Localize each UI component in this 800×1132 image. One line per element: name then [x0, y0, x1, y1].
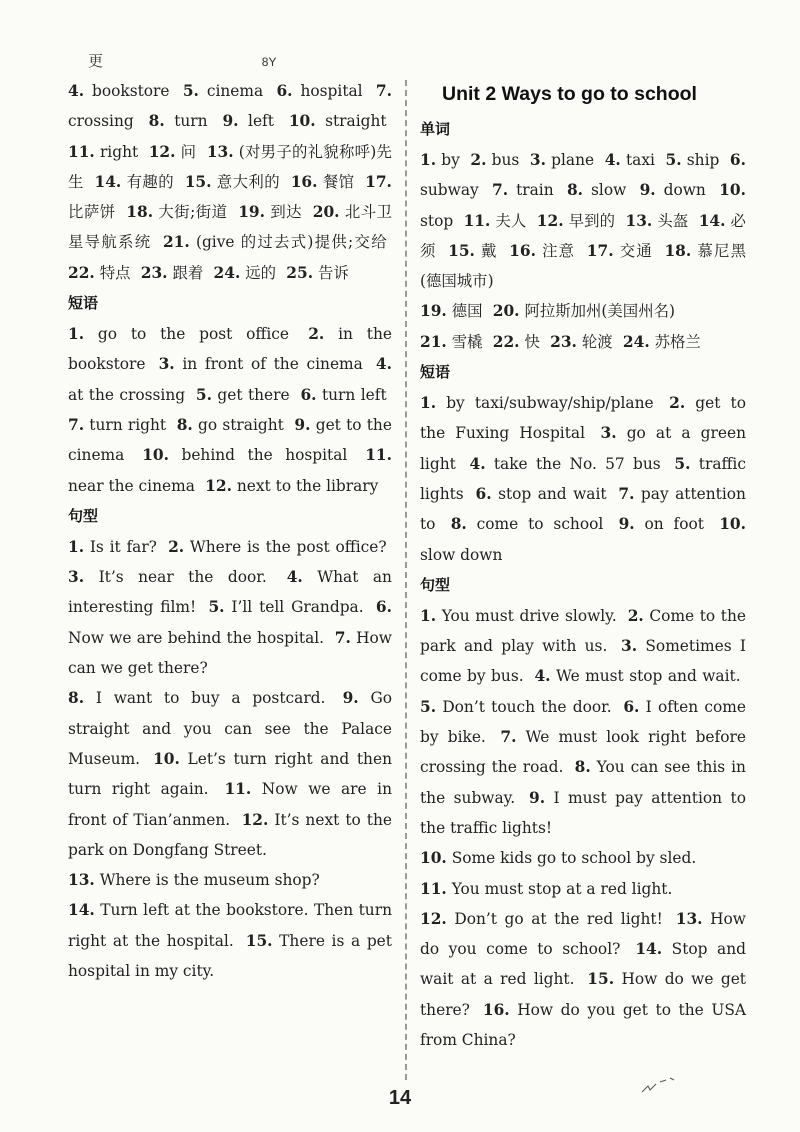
left-phrases-heading: 短语 — [68, 294, 99, 313]
answer-text: take the No. 57 bus — [493, 454, 661, 473]
answer-text: You must stop at a red light. — [451, 879, 673, 898]
answer-item — [420, 394, 654, 412]
answer-item — [208, 598, 363, 616]
answer-text: come to school — [476, 515, 604, 534]
answer-text: traffic lights — [420, 454, 746, 503]
answer-text: I often come by bike. — [420, 697, 746, 747]
answer-number: 3. — [68, 568, 85, 587]
left-phrases-list — [68, 319, 392, 501]
answer-text: 跟着 — [172, 263, 204, 282]
right-words-list-b — [420, 296, 746, 326]
answer-number: 6. — [623, 697, 640, 716]
answer-item — [550, 333, 612, 351]
answer-text: next to the library — [236, 476, 379, 495]
answer-text: slow down — [420, 545, 503, 564]
answer-number: 25. — [286, 263, 314, 282]
answer-number: 10. — [719, 515, 746, 534]
answer-item — [492, 181, 554, 199]
answer-number: 6. — [475, 484, 492, 503]
answer-text: I’ll tell Grandpa. — [231, 598, 364, 617]
answer-item — [68, 871, 320, 889]
answer-number: 7. — [334, 628, 351, 647]
answer-item — [214, 264, 276, 282]
answer-text: go to the post office — [97, 325, 290, 344]
answer-number: 8. — [68, 689, 85, 708]
answer-number: 5. — [420, 697, 437, 716]
answer-item — [68, 416, 166, 434]
answer-text: down — [663, 181, 706, 200]
right-phrases-heading: 短语 — [420, 363, 451, 382]
answer-number: 6. — [276, 82, 293, 100]
answer-number: 19. — [238, 203, 265, 222]
answer-text: 头盔 — [657, 211, 689, 230]
answer-item — [464, 212, 527, 230]
answer-number: 7. — [68, 415, 85, 434]
answer-item — [126, 203, 227, 221]
answer-text: get to the cinema — [68, 415, 392, 465]
answer-text: by taxi/subway/ship/plane — [446, 394, 654, 413]
answer-number: 22. — [68, 263, 95, 282]
answer-number: 8. — [566, 181, 584, 200]
answer-text: How can we get there? — [68, 628, 392, 678]
answer-number: 1. — [68, 325, 85, 344]
answer-number: 17. — [365, 172, 392, 191]
answer-number: 4. — [604, 151, 621, 169]
answer-item — [68, 568, 267, 586]
answer-text: Stop and wait at a red light. — [420, 940, 746, 989]
answer-text: We must look right before crossing the road. — [420, 728, 746, 777]
answer-number: 8. — [574, 758, 591, 777]
answer-text: Now we are in front of Tian’anmen. — [68, 780, 392, 829]
answer-number: 2. — [308, 325, 325, 344]
answer-number: 10. — [719, 181, 746, 200]
answer-item — [420, 607, 617, 625]
answer-text: 意大利的 — [216, 172, 281, 191]
answer-item — [537, 212, 615, 230]
right-column — [420, 76, 746, 1055]
answer-number: 7. — [492, 181, 509, 200]
answer-text: left — [248, 112, 274, 131]
answer-item — [95, 173, 175, 191]
answer-item — [205, 477, 378, 495]
answer-text: bus — [491, 151, 520, 169]
answer-text: (对男子的礼貌称呼)先生 — [68, 142, 392, 191]
answer-number: 23. — [140, 263, 168, 282]
answer-text: 轮渡 — [581, 332, 613, 351]
answer-text: It’s next to the park on Dongfang Street. — [68, 810, 392, 859]
answer-text: 戴 — [481, 241, 498, 260]
answer-text: 问 — [180, 142, 197, 161]
answer-number: 12. — [420, 909, 447, 928]
answer-number: 6. — [375, 598, 392, 617]
answer-text: pay attention to — [420, 484, 746, 534]
answer-number: 15. — [587, 970, 615, 989]
answer-text: 交通 — [619, 241, 653, 260]
answer-text: 夫人 — [495, 211, 527, 230]
answer-text: 苏格兰 — [654, 332, 701, 351]
answer-number: 4. — [286, 568, 303, 587]
answer-text: Some kids go to school by sled. — [451, 849, 697, 868]
answer-number: 5. — [195, 385, 212, 404]
answer-text: 告诉 — [317, 263, 349, 282]
answer-text: How do you get to the USA from China? — [420, 1000, 746, 1050]
left-sentences-heading: 句型 — [68, 506, 99, 525]
answer-item — [68, 143, 138, 161]
answer-number: 13. — [206, 142, 234, 161]
answer-text: 必须 — [420, 211, 746, 260]
answer-text: Where is the museum shop? — [99, 871, 320, 890]
answer-number: 16. — [482, 1000, 510, 1019]
answer-item — [605, 151, 655, 169]
answer-item — [291, 173, 355, 191]
answer-item — [68, 538, 157, 556]
answer-text: get to the Fuxing Hospital — [420, 394, 746, 443]
answer-text: 慕尼黑(德国城市) — [420, 241, 746, 291]
answer-item — [168, 538, 387, 556]
answer-number: 13. — [68, 871, 95, 890]
answer-text: at the crossing — [68, 385, 186, 404]
answer-number: 15. — [184, 172, 212, 191]
left-sentences-list-b — [68, 683, 392, 865]
answer-text: bookstore — [92, 82, 170, 100]
answer-number: 23. — [550, 332, 577, 351]
answer-item — [619, 515, 704, 533]
answer-number: 7. — [375, 82, 392, 100]
answer-number: 10. — [142, 446, 169, 465]
answer-text: How do we get there? — [420, 970, 746, 1019]
answer-number: 8. — [176, 415, 193, 434]
answer-item — [276, 82, 362, 100]
answer-number: 3. — [621, 637, 638, 656]
answer-item — [493, 333, 540, 351]
answer-text: Come to the park and play with us. — [420, 606, 746, 656]
answer-text: It’s near the door. — [98, 568, 267, 587]
answer-number: 13. — [675, 909, 703, 928]
answer-text: cinema — [206, 82, 264, 100]
answer-item — [420, 151, 460, 169]
answer-number: 22. — [492, 332, 520, 351]
right-sentences-heading: 句型 — [420, 575, 451, 594]
answer-text: Turn left at the bookstore. Then turn right at the hospital. — [68, 901, 392, 950]
answer-number: 14. — [68, 901, 95, 920]
answer-number: 5. — [665, 151, 682, 169]
answer-number: 5. — [674, 454, 691, 473]
answer-number: 11. — [463, 211, 491, 230]
answer-text: You can see this in the subway. — [420, 758, 746, 807]
answer-number: 24. — [622, 332, 650, 351]
answer-text: Is it far? — [89, 537, 157, 556]
answer-text: 比萨饼 — [68, 203, 116, 222]
answer-text: right — [99, 142, 139, 161]
answer-number: 14. — [698, 211, 726, 230]
answer-text: Sometimes I come by bus. — [420, 637, 746, 686]
answer-text: 阿拉斯加州(美国州名) — [524, 302, 675, 321]
answer-item — [149, 112, 208, 130]
answer-item — [451, 515, 604, 533]
answer-number: 4. — [68, 82, 85, 100]
answer-item — [149, 143, 197, 161]
answer-number: 9. — [618, 515, 635, 534]
answer-item — [530, 151, 594, 169]
answer-text: You must drive slowly. — [441, 606, 617, 625]
answer-text: Now we are behind the hospital. — [68, 628, 325, 647]
answer-item — [68, 325, 289, 343]
answer-text: turn right — [89, 415, 167, 434]
answer-item — [420, 910, 663, 928]
answer-item — [159, 355, 363, 373]
answer-text: in front of the cinema — [182, 355, 363, 374]
answer-text: on foot — [644, 515, 704, 534]
answer-item — [640, 181, 706, 199]
answer-number: 2. — [627, 606, 644, 625]
answer-number: 10. — [288, 112, 316, 131]
answer-item — [222, 112, 274, 130]
answer-number: 11. — [224, 780, 252, 799]
answer-text: 有趣的 — [126, 172, 175, 191]
answer-text: How do you come to school? — [420, 909, 746, 959]
answer-item — [289, 112, 387, 130]
answer-number: 12. — [536, 211, 564, 230]
answer-text: turn — [174, 112, 208, 131]
answer-text: near the cinema — [68, 476, 195, 495]
answer-text: I want to buy a postcard. — [95, 689, 326, 708]
answer-number: 15. — [448, 241, 475, 260]
answer-text: 大街;街道 — [158, 203, 228, 222]
answer-number: 8. — [450, 515, 467, 534]
answer-number: 1. — [420, 394, 437, 413]
answer-number: 20. — [492, 302, 520, 321]
answer-item — [420, 333, 482, 351]
answer-text: in the bookstore — [68, 325, 392, 374]
answer-number: 1. — [420, 606, 437, 625]
pencil-scribble-mark — [640, 1068, 690, 1098]
answer-item — [623, 333, 701, 351]
answer-item — [300, 386, 386, 404]
answer-item — [420, 880, 672, 898]
answer-number: 9. — [639, 181, 656, 200]
answer-number: 18. — [126, 203, 154, 222]
answer-number: 16. — [509, 241, 536, 260]
answer-text: go straight — [198, 415, 284, 434]
answer-number: 9. — [342, 689, 359, 708]
answer-number: 17. — [586, 241, 614, 260]
answer-number: 6. — [300, 385, 317, 404]
answer-number: 14. — [635, 940, 663, 959]
answer-item — [493, 302, 675, 320]
answer-text: hospital — [300, 82, 363, 100]
answer-text: plane — [551, 151, 595, 169]
left-column — [68, 76, 392, 986]
answer-text: train — [516, 181, 554, 200]
answer-number: 16. — [290, 172, 318, 191]
answer-number: 1. — [420, 151, 437, 169]
answer-text: 快 — [524, 332, 540, 351]
answer-item — [238, 203, 302, 221]
answer-number: 2. — [470, 151, 487, 169]
answer-number: 6. — [729, 151, 746, 169]
right-sentences-list-c — [420, 874, 746, 904]
answer-text: turn left — [321, 385, 387, 404]
left-words-list — [68, 76, 392, 288]
answer-text: 特点 — [99, 263, 131, 282]
answer-number: 3. — [529, 151, 546, 169]
answer-number: 11. — [365, 446, 392, 465]
header-label: 更 — [88, 52, 104, 70]
answer-item — [420, 302, 482, 320]
answer-item — [420, 849, 696, 867]
answer-number: 7. — [618, 484, 635, 503]
answer-item — [68, 82, 170, 100]
answer-text: 雪橇 — [451, 332, 483, 351]
right-words-list — [420, 145, 746, 296]
answer-text: 到达 — [270, 203, 303, 222]
answer-item — [183, 82, 263, 100]
answer-text: Where is the post office? — [189, 537, 387, 556]
right-words-list-c — [420, 327, 746, 357]
answer-item — [567, 181, 626, 199]
left-sentences-list-d — [68, 895, 392, 986]
page-header — [88, 50, 276, 71]
answer-item — [68, 689, 325, 707]
answer-text: go at a green light — [420, 424, 746, 473]
answer-number: 8. — [148, 112, 165, 131]
answer-text: We must stop and wait. — [556, 667, 741, 686]
answer-number: 2. — [669, 394, 686, 413]
answer-item — [142, 446, 347, 464]
answer-item — [286, 264, 348, 282]
answer-number: 20. — [312, 203, 340, 222]
answer-number: 9. — [294, 415, 311, 434]
answer-number: 10. — [420, 849, 447, 868]
answer-number: 3. — [600, 424, 617, 443]
answer-number: 21. — [162, 233, 190, 252]
right-words-heading: 单词 — [420, 120, 451, 138]
answer-number: 9. — [529, 788, 546, 807]
answer-number: 2. — [168, 537, 185, 556]
right-sentences-list — [420, 601, 746, 843]
answer-number: 4. — [469, 454, 486, 473]
answer-item — [470, 151, 519, 169]
answer-number: 21. — [420, 332, 447, 351]
right-sentences-list-b — [420, 843, 746, 873]
answer-number: 14. — [94, 172, 122, 191]
answer-item — [469, 455, 660, 473]
answer-number: 5. — [182, 82, 199, 100]
column-divider — [405, 80, 407, 1080]
answer-text: behind the hospital — [181, 446, 348, 465]
answer-text: Don’t touch the door. — [442, 697, 612, 716]
answer-number: 11. — [68, 142, 95, 161]
answer-item — [626, 212, 689, 230]
answer-item — [68, 264, 130, 282]
answer-number: 11. — [420, 879, 447, 898]
answer-text: Don’t go at the red light! — [454, 909, 663, 928]
answer-item — [666, 151, 720, 169]
left-sentences-list — [68, 532, 392, 683]
answer-text: 餐馆 — [322, 172, 355, 191]
answer-number: 4. — [534, 667, 551, 686]
right-phrases-list — [420, 388, 746, 570]
answer-number: 12. — [148, 142, 176, 161]
answer-number: 12. — [241, 810, 269, 829]
answer-number: 19. — [420, 302, 447, 321]
answer-item — [185, 173, 280, 191]
answer-item — [163, 233, 387, 251]
answer-item — [177, 416, 284, 434]
page-number: 14 — [388, 1087, 412, 1109]
right-sentences-list-d — [420, 904, 746, 1055]
answer-text: 注意 — [542, 241, 576, 260]
answer-number: 18. — [664, 241, 692, 260]
answer-text: 早到的 — [568, 211, 616, 230]
answer-number: 7. — [500, 728, 517, 747]
answer-item — [420, 698, 612, 716]
answer-number: 5. — [208, 598, 225, 617]
answer-item — [476, 485, 607, 503]
answer-text: Go straight and you can see the Palace Museum. — [68, 689, 392, 768]
answer-text: get there — [217, 385, 290, 404]
answer-text: I must pay attention to the traffic lights! — [420, 788, 746, 837]
answer-text: (give 的过去式)提供;交给 — [195, 233, 387, 252]
answer-text: 远的 — [245, 263, 277, 282]
answer-item — [587, 242, 653, 260]
left-sentences-list-c — [68, 865, 392, 895]
answer-text: There is a pet hospital in my city. — [68, 931, 392, 981]
answer-number: 4. — [375, 355, 392, 374]
answer-number: 9. — [222, 112, 239, 131]
answer-number: 15. — [245, 931, 273, 950]
answer-number: 13. — [625, 211, 653, 230]
answer-number: 3. — [158, 355, 175, 374]
answer-text: 北斗卫星导航系统 — [68, 203, 392, 252]
answer-text: slow — [591, 181, 627, 200]
answer-item — [448, 242, 498, 260]
answer-text: 德国 — [451, 302, 483, 321]
answer-number: 10. — [153, 749, 180, 768]
answer-text: by — [441, 151, 460, 169]
answer-number: 12. — [205, 476, 232, 495]
answer-item — [509, 242, 575, 260]
answer-text: ship — [686, 151, 720, 169]
answer-text: Let’s turn right and then turn right again. — [68, 749, 392, 799]
answer-text: What an interesting film! — [68, 568, 392, 617]
unit-title: Unit 2 Ways to go to school — [442, 83, 697, 105]
answer-text: subway — [420, 181, 479, 200]
answer-number: 24. — [213, 263, 241, 282]
answer-text: stop — [420, 211, 454, 230]
header-code: 8Y — [261, 55, 277, 69]
answer-text: crossing — [68, 112, 134, 131]
answer-item — [141, 264, 203, 282]
answer-item — [534, 667, 740, 685]
answer-text: stop and wait — [498, 484, 607, 503]
answer-number: 1. — [68, 537, 85, 556]
answer-item — [196, 386, 290, 404]
answer-text: straight — [325, 112, 387, 131]
answer-text: taxi — [625, 151, 655, 169]
